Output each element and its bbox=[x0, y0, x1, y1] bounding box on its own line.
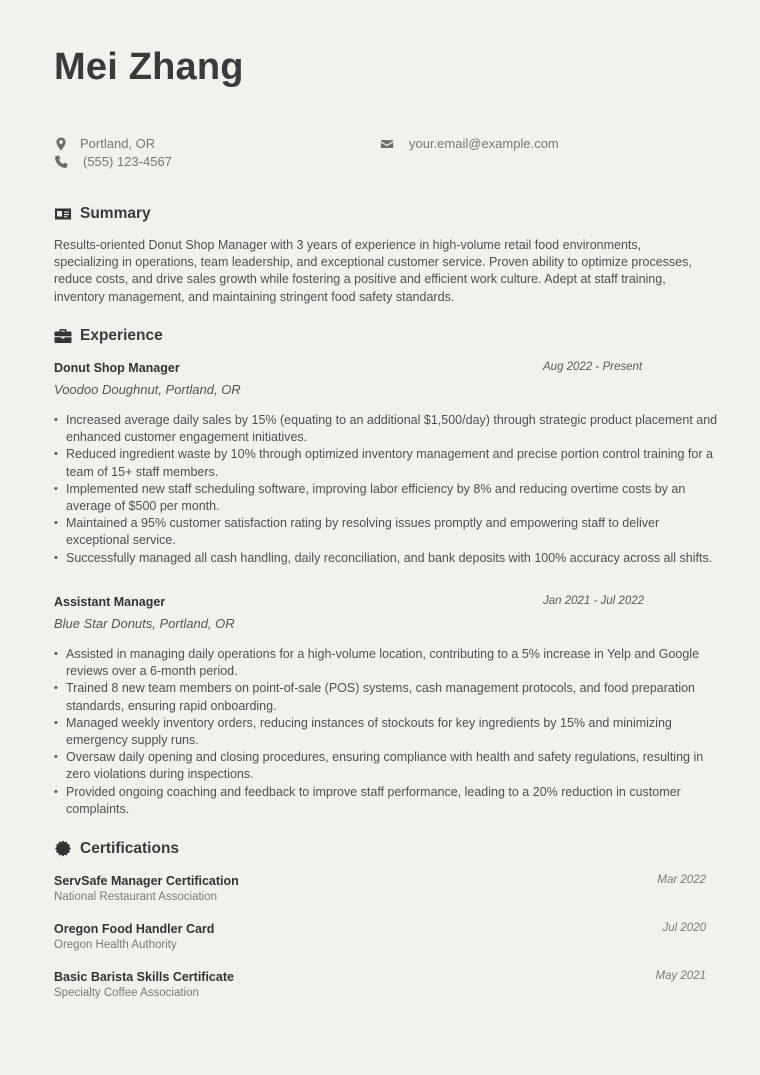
cert-name-3: Basic Barista Skills Certificate bbox=[54, 970, 234, 984]
cert-issuer-3: Specialty Coffee Association bbox=[54, 987, 199, 999]
contact-phone bbox=[54, 154, 172, 169]
location-text: Portland, OR bbox=[80, 136, 156, 151]
certificate-badge-icon bbox=[54, 840, 72, 858]
job-bullet: • Trained 8 new team members on point-of-sale (POS) systems, cash management protocols, and food preparation standards, ensuring rapid onboarding. bbox=[66, 680, 718, 714]
job-bullet: • Managed weekly inventory orders, reducing instances of stockouts for key ingredients by 15% and minimizing emergency supply runs. bbox=[66, 715, 718, 749]
map-pin-icon bbox=[54, 137, 68, 151]
briefcase-icon bbox=[54, 327, 72, 345]
cert-issuer-2: Oregon Health Authority bbox=[54, 939, 177, 951]
candidate-name: Mei Zhang bbox=[54, 46, 244, 88]
job-title-2: Assistant Manager bbox=[54, 595, 166, 609]
cert-date-2: Jul 2020 bbox=[662, 922, 706, 934]
job-bullet: • Provided ongoing coaching and feedback to improve staff performance, leading to a 20% reduction in customer complaints. bbox=[66, 784, 718, 818]
job-bullet: • Maintained a 95% customer satisfaction rating by resolving issues promptly and empowering staff to deliver exceptional service. bbox=[66, 515, 718, 549]
job-title-1: Donut Shop Manager bbox=[54, 361, 180, 375]
contact-email bbox=[380, 136, 559, 151]
job-bullet: • Implemented new staff scheduling software, improving labor efficiency by 8% and reducing overtime costs by an average of $500 per month. bbox=[66, 481, 718, 515]
cert-name-2: Oregon Food Handler Card bbox=[54, 922, 215, 936]
job-date-2: Jan 2021 - Jul 2022 bbox=[543, 595, 645, 607]
job-bullets-2 bbox=[54, 646, 718, 818]
phone-text: (555) 123-4567 bbox=[83, 154, 172, 169]
cert-date-3: May 2021 bbox=[655, 970, 706, 982]
id-card-icon bbox=[54, 205, 72, 223]
certifications-title: Certifications bbox=[80, 840, 180, 857]
job-company-2: Blue Star Donuts, Portland, OR bbox=[54, 616, 235, 631]
envelope-icon bbox=[380, 137, 394, 151]
summary-title: Summary bbox=[80, 205, 151, 222]
summary-heading bbox=[54, 205, 151, 223]
summary-text: Results-oriented Donut Shop Manager with 3 years of experience in high-volume retail food environments, specializing in operations, team leadership, and exceptional customer service. Proven ability to optimize processes, reduce costs, and drive sales growth while fostering a positive and efficient work culture. Adept at staff training, inventory management, and maintaining stringent food safety standards. bbox=[54, 238, 692, 304]
phone-icon bbox=[54, 155, 68, 169]
cert-name-1: ServSafe Manager Certification bbox=[54, 874, 239, 888]
job-bullet: • Increased average daily sales by 15% (equating to an additional $1,500/day) through strategic product placement and enhanced customer engagement initiatives. bbox=[66, 412, 718, 446]
certifications-heading bbox=[54, 840, 179, 858]
job-bullet: • Assisted in managing daily operations for a high-volume location, contributing to a 5% increase in Yelp and Google reviews over a 6-month period. bbox=[66, 646, 718, 680]
job-bullet: • Reduced ingredient waste by 10% through optimized inventory management and precise portion control training for a team of 15+ staff members. bbox=[66, 446, 718, 480]
job-bullet: • Successfully managed all cash handling, daily reconciliation, and bank deposits with 100% accuracy across all shifts. bbox=[66, 550, 718, 567]
job-date-1: Aug 2022 - Present bbox=[543, 361, 643, 373]
job-company-1: Voodoo Doughnut, Portland, OR bbox=[54, 382, 241, 397]
cert-date-1: Mar 2022 bbox=[657, 874, 706, 886]
cert-issuer-1: National Restaurant Association bbox=[54, 891, 218, 903]
job-bullet: • Oversaw daily opening and closing procedures, ensuring compliance with health and safety regulations, resulting in zero violations during inspections. bbox=[66, 749, 718, 783]
contact-location bbox=[54, 136, 155, 151]
job-bullets-1 bbox=[54, 412, 718, 567]
experience-title: Experience bbox=[80, 327, 163, 344]
experience-heading bbox=[54, 327, 163, 345]
email-text: your.email@example.com bbox=[409, 136, 559, 151]
